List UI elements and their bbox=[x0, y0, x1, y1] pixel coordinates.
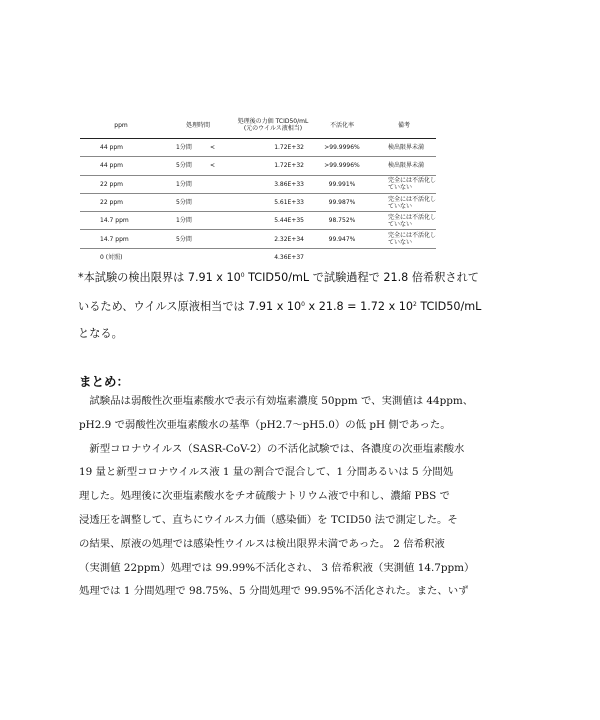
cell-rate: >99.9996% bbox=[312, 139, 372, 157]
note-text: x 21.8 = 1.72 x 10 bbox=[304, 300, 413, 313]
summary-line: 19 量と新型コロナウイルス液 1 量の割合で混合して、1 分間あるいは 5 分間処 bbox=[79, 466, 454, 479]
cell-time: 5分間 bbox=[162, 230, 234, 248]
header-titer-main: 処理後の力価 TCID50/mL bbox=[237, 118, 309, 125]
table-header-row bbox=[80, 112, 436, 139]
header-rate: 不活化率 bbox=[312, 112, 372, 139]
note-line bbox=[78, 291, 528, 320]
cell-titer: 5.61E+33 bbox=[234, 193, 312, 211]
summary-heading: まとめ： bbox=[79, 374, 130, 389]
summary-paragraph bbox=[79, 390, 525, 604]
cell-remarks: 完全には不活化していない bbox=[372, 212, 436, 230]
cell-rate: >99.9996% bbox=[312, 157, 372, 175]
cell-ppm: 0 (対照) bbox=[100, 253, 123, 261]
note-text: いるため、ウイルス原液相当では 7.91 x 10 bbox=[78, 300, 302, 313]
table-row bbox=[80, 230, 436, 248]
header-time: 処理時間 bbox=[162, 112, 234, 139]
cell-rate: 99.987% bbox=[312, 193, 372, 211]
cell-titer: 2.32E+34 bbox=[234, 230, 312, 248]
header-titer-sub: (元のウイルス液相当) bbox=[243, 125, 303, 132]
cell-remarks: 完全には不活化していない bbox=[372, 175, 436, 193]
note-text: TCID50/mL bbox=[416, 300, 482, 313]
cell-time: 1分間 bbox=[162, 212, 234, 230]
cell-remarks: 完全には不活化していない bbox=[372, 193, 436, 211]
note-line bbox=[78, 262, 528, 291]
cell-time: 5分間 bbox=[162, 193, 234, 211]
cell-remarks: 検出限界未満 bbox=[372, 139, 436, 157]
summary-line: 新型コロナウイルス（SASR-CoV-2）の不活化試験では、各濃度の次亜塩素酸水 bbox=[79, 442, 465, 455]
cell-remarks: 完全には不活化していない bbox=[372, 230, 436, 248]
summary-line: 浸透圧を調整して、直ちにウイルス力価（感染価）を TCID50 法で測定した。そ bbox=[79, 513, 458, 526]
header-remarks: 備考 bbox=[372, 112, 436, 139]
table-row bbox=[80, 175, 436, 193]
cell-time bbox=[162, 139, 234, 157]
table-row bbox=[80, 157, 436, 175]
note-exponent: 0 bbox=[301, 301, 305, 308]
results-table bbox=[80, 112, 436, 266]
note-exponent: 2 bbox=[412, 301, 417, 308]
summary-line: 処理では 1 分間処理で 98.75%、5 分間処理で 99.95%不活化された。また、いず bbox=[79, 585, 469, 598]
cell-ppm: 44 ppm bbox=[80, 139, 162, 157]
note-text: *本試験の検出限界は 7.91 x 10 bbox=[78, 271, 241, 284]
cell-remarks: 検出限界未満 bbox=[372, 157, 436, 175]
cell-less-than-symbol: < bbox=[210, 144, 216, 152]
cell-time-value: 5分間 bbox=[176, 162, 192, 170]
cell-titer: 1.72E+32 bbox=[234, 157, 312, 175]
table-row bbox=[80, 139, 436, 157]
cell-ppm: 22 ppm bbox=[80, 193, 162, 211]
cell-titer: 1.72E+32 bbox=[234, 139, 312, 157]
cell-ppm: 14.7 ppm bbox=[80, 230, 162, 248]
cell-rate: 98.752% bbox=[312, 212, 372, 230]
summary-line: pH2.9 で弱酸性次亜塩素酸水の基準（pH2.7～pH5.0）の低 pH 側であった。 bbox=[79, 418, 451, 431]
cell-titer: 5.44E+35 bbox=[234, 212, 312, 230]
cell-titer: 3.86E+33 bbox=[234, 175, 312, 193]
cell-rate: 99.947% bbox=[312, 230, 372, 248]
summary-line: 理した。処理後に次亜塩素酸水をチオ硫酸ナトリウム液で中和し、濃縮 PBS で bbox=[79, 490, 450, 503]
cell-time: 1分間 bbox=[162, 175, 234, 193]
note-text: TCID50/mL で試験過程で 21.8 倍希釈されて bbox=[244, 271, 479, 284]
header-ppm: ppm bbox=[80, 112, 162, 139]
summary-body bbox=[79, 390, 525, 604]
cell-ppm: 44 ppm bbox=[80, 157, 162, 175]
cell-ppm: 14.7 ppm bbox=[80, 212, 162, 230]
summary-line: の結果、原液の処理では感染性ウイルスは検出限界未満であった。 2 倍希釈液 bbox=[79, 537, 445, 550]
table-row bbox=[80, 212, 436, 230]
cell-titer: 4.36E+37 bbox=[274, 253, 304, 261]
cell-time-value: 1分間 bbox=[176, 144, 192, 152]
summary-line: （実測値 22ppm）処理では 99.99%不活化され、 3 倍希釈液（実測値 14.7ppm） bbox=[79, 561, 475, 574]
note-exponent: 0 bbox=[240, 272, 245, 279]
cell-less-than-symbol: < bbox=[210, 162, 216, 170]
note-line: となる。 bbox=[78, 327, 123, 340]
header-titer bbox=[234, 112, 312, 139]
table-row bbox=[80, 193, 436, 211]
summary-line: 試験品は弱酸性次亜塩素酸水で表示有効塩素濃度 50ppm で、実測値は 44ppm、 bbox=[79, 395, 474, 407]
cell-time bbox=[162, 157, 234, 175]
detection-limit-note bbox=[78, 262, 528, 347]
cell-rate: 99.991% bbox=[312, 175, 372, 193]
cell-ppm: 22 ppm bbox=[80, 175, 162, 193]
